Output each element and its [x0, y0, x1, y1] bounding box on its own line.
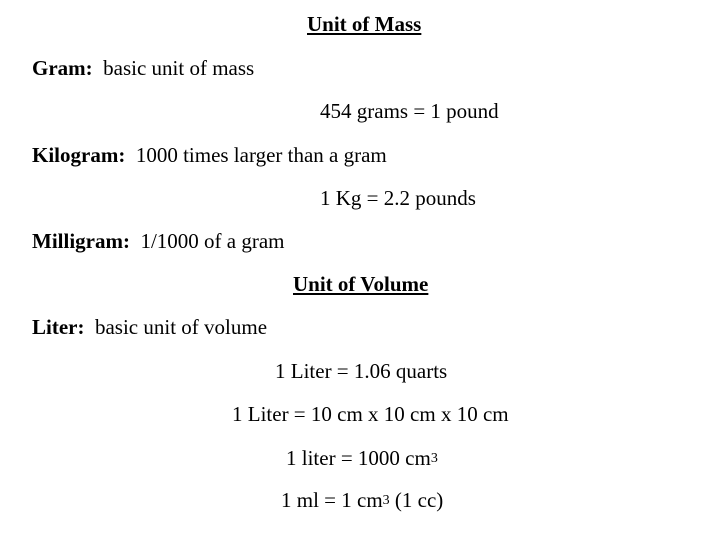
milligram-term: Milligram:: [32, 229, 130, 253]
ml-cm-text: 1 ml = 1 cm: [281, 488, 383, 512]
liter-definition: [32, 315, 267, 339]
liter-term: Liter:: [32, 315, 85, 339]
kilogram-equation: 1 Kg = 2.2 pounds: [320, 186, 476, 210]
liter-cm3-equation: [286, 446, 438, 474]
liter-cm3-text: 1 liter = 1000 cm: [286, 446, 431, 470]
ml-cc-equation: [281, 488, 443, 516]
gram-term: Gram:: [32, 56, 93, 80]
liter-description: basic unit of volume: [94, 315, 268, 339]
gram-definition: [32, 56, 254, 80]
volume-heading: Unit of Volume: [293, 272, 429, 296]
liter-cm-equation: 1 Liter = 10 cm x 10 cm x 10 cm: [232, 402, 509, 426]
mass-heading: Unit of Mass: [307, 12, 422, 36]
kilogram-description: 1000 times larger than a gram: [135, 143, 387, 167]
ml-cm-exponent: 3: [382, 493, 390, 508]
liter-quarts-equation: 1 Liter = 1.06 quarts: [275, 359, 448, 383]
ml-cc-text: (1 cc): [389, 488, 444, 512]
kilogram-definition: [32, 143, 387, 167]
milligram-definition: [32, 229, 285, 253]
gram-description: basic unit of mass: [103, 56, 255, 80]
kilogram-term: Kilogram:: [32, 143, 126, 167]
milligram-description: 1/1000 of a gram: [140, 229, 285, 253]
gram-equation: 454 grams = 1 pound: [320, 99, 499, 123]
liter-cm3-exponent: 3: [430, 451, 438, 466]
